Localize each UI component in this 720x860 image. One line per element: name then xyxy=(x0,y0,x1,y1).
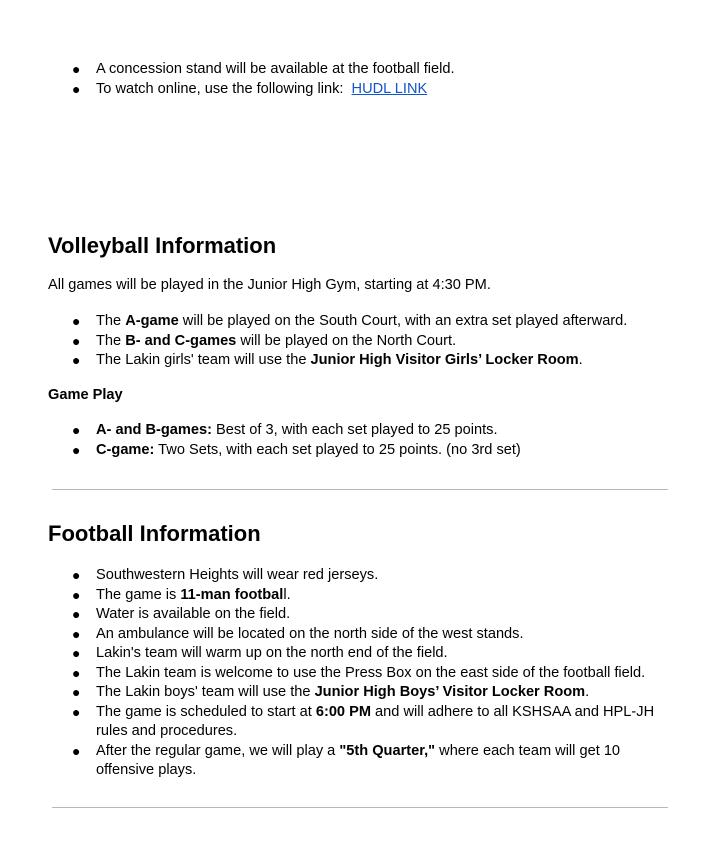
list-item: ● The Lakin team is welcome to use the Press Box on the east side of the football field. xyxy=(0,664,720,684)
list-item: ● Southwestern Heights will wear red jerseys. xyxy=(0,566,720,586)
list-item: ● Water is available on the field. xyxy=(0,605,720,625)
bullet-icon: ● xyxy=(72,352,81,368)
bullet-icon: ● xyxy=(72,625,81,642)
list-item: ● After the regular game, we will play a "5th Quarter," where each team will get 10 offensive plays. xyxy=(72,742,621,778)
football-heading: Football Information xyxy=(48,521,261,546)
bullet-icon: ● xyxy=(72,441,81,458)
list-item: ● The game is scheduled to start at 6:00 PM and will adhere to all KSHSAA and HPL-JH rules and procedures. xyxy=(72,703,655,739)
list-item: ● To watch online, use the following link: HUDL LINK xyxy=(0,80,720,100)
list-item: ● The game is 11-man football. xyxy=(0,586,720,606)
bullet-icon: ● xyxy=(72,664,81,681)
game-play-bullet-list xyxy=(0,421,720,460)
list-item: ● Lakin's team will warm up on the north end of the field. xyxy=(0,644,720,664)
list-item: ● An ambulance will be located on the north side of the west stands. xyxy=(0,625,720,645)
volleyball-heading: Volleyball Information xyxy=(48,233,277,258)
bullet-icon: ● xyxy=(72,567,81,583)
list-item: ● The A-game will be played on the South Court, with an extra set played afterward. xyxy=(0,312,720,332)
volleyball-bullet-list xyxy=(0,312,720,371)
list-item: ● The B- and C-games will be played on the North Court. xyxy=(0,332,720,352)
bullet-icon: ● xyxy=(72,332,81,349)
list-item: ● The Lakin girls' team will use the Junior High Visitor Girls’ Locker Room. xyxy=(0,351,720,371)
list-item: ● A concession stand will be available at the football field. xyxy=(0,60,720,80)
list-item: ● A- and B-games: Best of 3, with each set played to 25 points. xyxy=(0,421,720,441)
list-item: ● The Lakin boys' team will use the Junior High Boys’ Visitor Locker Room. xyxy=(0,683,720,703)
bullet-icon: ● xyxy=(72,61,81,77)
section-divider xyxy=(52,807,668,808)
bullet-icon: ● xyxy=(72,313,81,329)
top-bullet-list xyxy=(0,60,720,99)
volleyball-intro: All games will be played in the Junior High Gym, starting at 4:30 PM. xyxy=(48,277,491,293)
bullet-icon: ● xyxy=(72,703,81,720)
bullet-icon: ● xyxy=(72,684,81,700)
bullet-icon: ● xyxy=(72,80,81,97)
bullet-icon: ● xyxy=(72,645,81,661)
section-divider xyxy=(52,489,668,490)
bullet-icon: ● xyxy=(72,742,81,759)
bullet-icon: ● xyxy=(72,422,81,438)
football-bullet-list xyxy=(0,566,720,781)
bullet-icon: ● xyxy=(72,606,81,622)
game-play-heading: Game Play xyxy=(48,387,123,403)
hudl-link[interactable]: HUDL LINK xyxy=(351,80,428,97)
bullet-icon: ● xyxy=(72,586,81,603)
list-item: ● C-game: Two Sets, with each set played to 25 points. (no 3rd set) xyxy=(0,441,720,461)
